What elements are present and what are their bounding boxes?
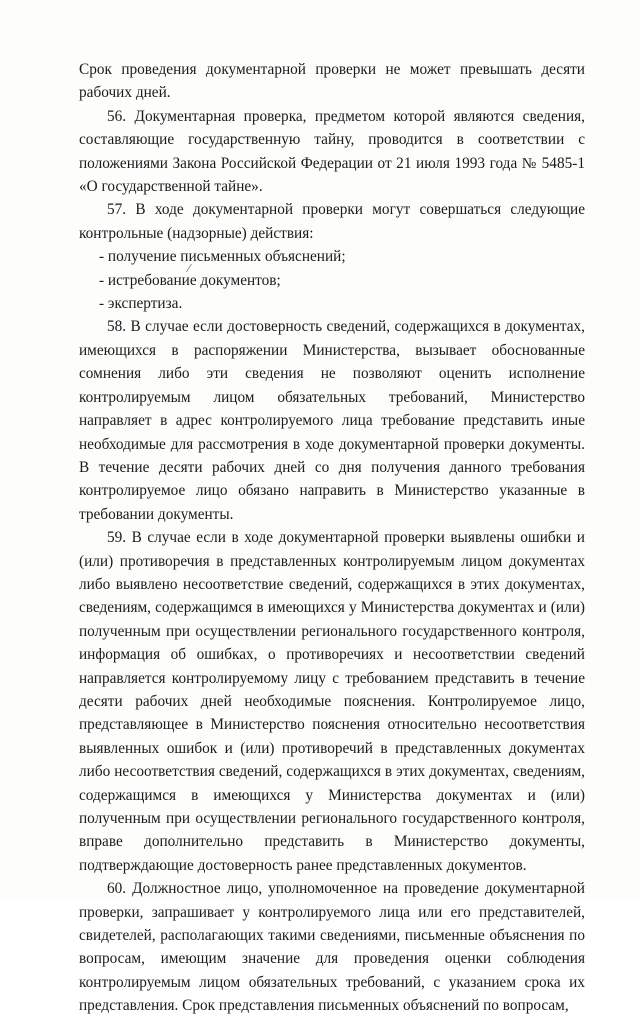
list-item-document-request: - истребование документов; [99, 271, 281, 289]
scan-pen-mark: ⁄ [188, 262, 190, 275]
list-item-written-explanations: - получение письменных объяснений; [99, 248, 346, 266]
paragraph-term-limit: Срок проведения документарной проверки не может превышать десяти рабочих дней. [79, 61, 585, 102]
list-item-expertise: - экспертиза. [99, 295, 183, 313]
paragraph-58: 58. В случае если достоверность сведений, содержащихся в документах, имеющихся в распоряжении Министерства, вызывает обоснованные сомнения либо эти сведения не позволяют оценить исполнение контролируемым лицом обязательных требований, Министерство направляет в адрес контролируемого лица требование представить иные необходимые для рассмотрения в ходе документарной проверки документы. В течение десяти рабочих дней со дня получения данного требования контролируемое лицо обязано направить в Министерство указанные в требовании документы. [79, 318, 585, 523]
paragraph-60: 60. Должностное лицо, уполномоченное на проведение документарной проверки, запрашивает у контролируемого лица или его представителей, свидетелей, располагающих такими сведениями, письменные объяснения по вопросам, имеющим значение для проведения оценки соблюдения контролируемым лицом обязательных требований, с указанием срока их представления. Срок представления письменных объяснений по вопросам, [79, 880, 585, 1015]
paragraph-56: 56. Документарная проверка, предметом которой являются сведения, составляющие государственную тайну, проводится в соответствии с положениями Закона Российской Федерации от 21 июля 1993 года № 5485-1 «О государственной тайне». [79, 107, 585, 196]
paragraph-57: 57. В ходе документарной проверки могут совершаться следующие контрольные (надзорные) действия: [79, 201, 585, 242]
document-body [79, 58, 585, 1018]
paragraph-59: 59. В случае если в ходе документарной проверки выявлены ошибки и (или) противоречия в представленных контролируемым лицом документах либо выявлено несоответствие сведений, содержащихся в этих документах, сведениям, содержащимся в имеющихся у Министерства документах и (или) полученным при осуществлении регионального государственного контроля, информация об ошибках, о противоречиях и несоответствии сведений направляется контролируемому лицу с требованием представить в течение десяти рабочих дней необходимые пояснения. Контролируемое лицо, представляющее в Министерство пояснения относительно несоответствия выявленных ошибок и (или) противоречий в представленных документах либо несоответствия сведений, содержащихся в этих документах, сведениям, содержащимся в имеющихся у Министерства документах и (или) полученным при осуществлении регионального государственного контроля, вправе дополнительно представить в Министерство документы, подтверждающие достоверность ранее представленных документов. [79, 529, 585, 874]
